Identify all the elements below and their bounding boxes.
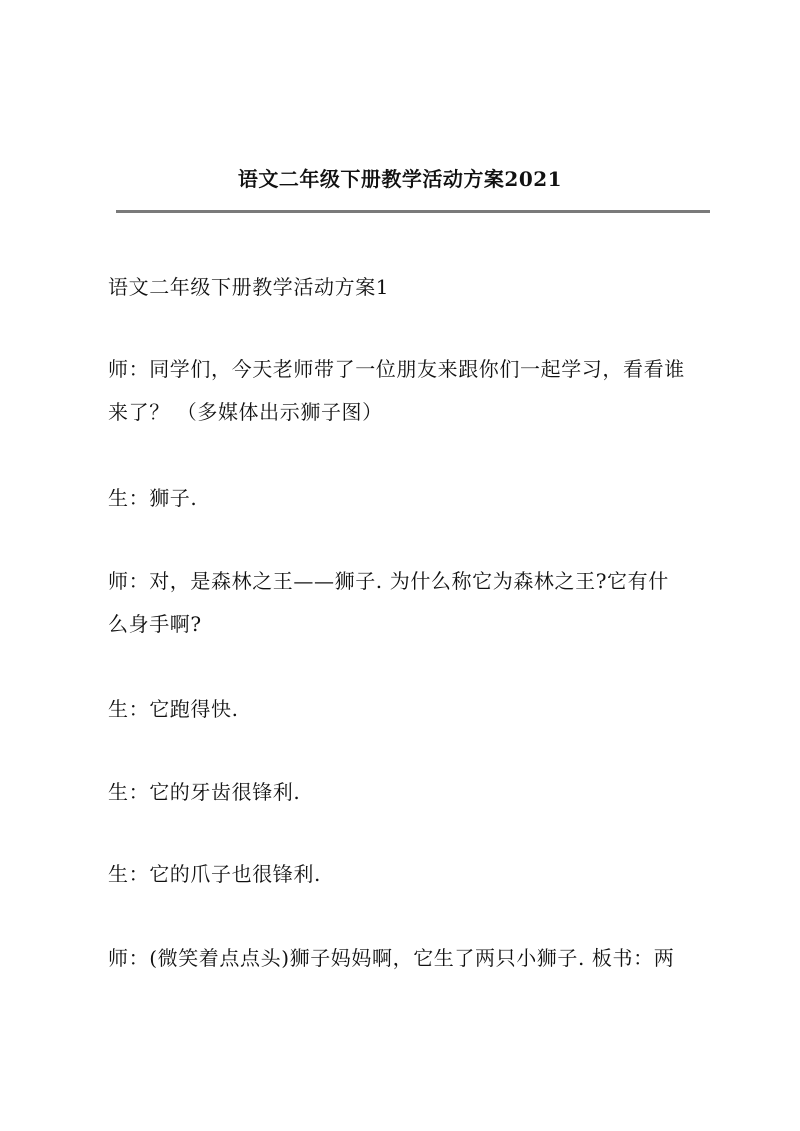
paragraph-line: 师：(微笑着点点头)狮子妈妈啊，它生了两只小狮子. 板书：两 bbox=[108, 946, 675, 970]
title-divider bbox=[116, 210, 710, 213]
paragraph-teacher-question bbox=[108, 560, 708, 646]
paragraph-line: 么身手啊? bbox=[108, 612, 202, 636]
paragraph-line: 生：它的牙齿很锋利. bbox=[108, 780, 301, 804]
paragraph-student-answer bbox=[108, 853, 708, 896]
page-title: 语文二年级下册教学活动方案2021 bbox=[237, 167, 563, 191]
paragraph-student-answer bbox=[108, 688, 708, 731]
paragraph-line: 师：对，是森林之王——狮子. 为什么称它为森林之王?它有什 bbox=[108, 569, 669, 593]
paragraph-line: 生：它跑得快. bbox=[108, 697, 239, 721]
paragraph-teacher-statement bbox=[108, 937, 708, 980]
paragraph-line: 师：同学们，今天老师带了一位朋友来跟你们一起学习，看看谁 bbox=[108, 357, 685, 381]
paragraph-line: 生：它的爪子也很锋利. bbox=[108, 862, 321, 886]
paragraph-student-answer bbox=[108, 771, 708, 814]
paragraph-teacher-intro bbox=[108, 348, 708, 434]
paragraph-line: 来了？ （多媒体出示狮子图） bbox=[108, 400, 383, 424]
paragraph-line: 生：狮子. bbox=[108, 486, 198, 510]
section-heading: 语文二年级下册教学活动方案1 bbox=[108, 275, 390, 299]
paragraph-student-answer bbox=[108, 477, 708, 520]
